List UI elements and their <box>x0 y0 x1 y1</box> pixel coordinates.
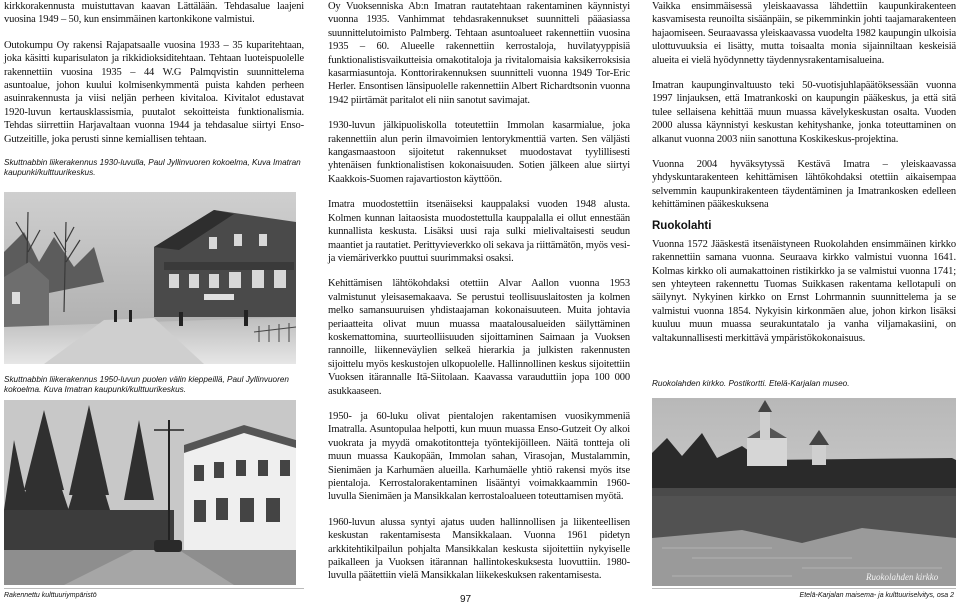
column-right <box>652 0 956 352</box>
paragraph-ruokolahti-church: Vuonna 1572 Jääskestä itsenäistyneen Ruokolahden ensimmäinen kirkko rakennettiin samana vuonna. Seuraava kirkko valmistui vuonna 1641. Kolmas kirkko oli aumakattoinen ristikirkko ja se valmistui vuonna 1741; sen yhteyteen rakennettu Tuomas Suikkasen rakentama kellotapuli on säilynyt. Nykyinen kirkko on Ernst Lohrmannin suunnittelema ja se valmistui vuonna 1854. Nykyisin kirkonmäen alue, johon kirkon lisäksi kuuluu muun muassa seurakuntatalo ja vanha viljamakasiini, on valtakunnallisesti merkittävä ympäristökokonaisuus. <box>652 238 956 344</box>
paragraph-koskikeskus: Imatran kaupunginvaltuusto teki 50-vuotisjuhlapäätöksessään vuonna 1997 linjauksen, että Imatrankoski on kaupungin pääkeskus, ja että sitä tulee sellaisena kehittää muun muassa kävelykeskustan osalta. Vuoden 2000 alussa käynnistyi keskustan kehityshanke, jonka toteuttaminen on alkanut vuonna 2003 niin sanottuna Koskikeskus-projektina. <box>652 80 956 145</box>
footer-right-title: Etelä-Karjalan maisema- ja kulttuuriselvitys, osa 2 <box>799 592 954 599</box>
footer-left-title: Rakennettu kulttuuriympäristö <box>4 592 97 599</box>
footer-rule-right <box>652 588 956 589</box>
paragraph-outokumpu: Outokumpu Oy rakensi Rajapatsaalle vuosina 1933 – 35 kuparitehtaan, joka käsitti kuparisulaton ja rikkidioksiditehtaan. Tehtaan luoteispuolelle rakennettiin vuosina 1935 – 44 W.G Palmqvistin suunnittelema asuntoalue, johon kuului kolmisenkymmentä puista kahden perheen asuinrakennusta ja viisi neljän perheen kivitaloa. Kivitalot edustavat 1920-luvun kertausklassismia, puutalot sekoitteista funktionalismia. Tehdas siirrettiin Harjavaltaan vuonna 1944 ja tehdasalue siirtyi Enso-Gutzeitille, joka perusti sinne kemiallisen tehtaan. <box>4 39 304 145</box>
postcard-handwritten-text: Ruokolahden kirkko <box>866 572 939 582</box>
paragraph-mansikkala: 1960-luvun alussa syntyi ajatus uuden hallinnollisen ja liikenteellisen keskustan rakentamisesta Mansikkalaan. Vuonna 1961 pidetyn arkkitehtikilpailun pohjalta Mansikkalan keskusta sijoitettiin nykyiselle paikalleen ja Vuoksen itärannan hallintokeskuksesta luovuttiin. 1980-luvulla päätettiin vielä Mansikkalan liikekeskuksen rakentamisesta. <box>328 516 630 582</box>
photo-caption-1930s: Skuttnabbin liikerakennus 1930-luvulla, Paul Jyllinvuoren kokoelma, Kuva Imatran kaupunki/kulttuurikeskus. <box>4 158 301 178</box>
column-left <box>4 0 304 178</box>
photo-skuttnabb-1930s <box>4 192 296 364</box>
photo-ruokolahti-church <box>652 398 956 586</box>
paragraph-1950s-housing: 1950- ja 60-luku olivat pientalojen rakentamisen vuosikymmeniä Imatralla. Asuntopulaa helpotti, kun muun muassa Enso-Gutzeit Oy alkoi vuokrata ja myydä omakotitontteja työntekijöilleen. Näitä tontteja oli muun muassa Kaukopään, Immolan sahan, Virasojan, Mustalammin, Sienimäen ja Karhumäen alueilla. Karhumäelle yhtiö rakensi myös itse pientaloja. Kerrostalorakentaminen lisääntyi voimakkaammin 1960-luvulla Sienimäen ja Mansikkalan kerrostaloalueen toteuttamisen myötä. <box>328 410 630 503</box>
paragraph-immola: 1930-luvun jälkipuoliskolla toteutettiin Immolan kasarmialue, joka rakennettiin alun perin ilmavoimien lentorykmenttiä varten. Sen väljästi kangasmaastoon sijoitetut rakennukset muodostavat tyylillisesti yhtenäisen funktionalistisen kokonaisuuden. Sotien jälkeen alue siirtyi Kaakkois-Suomen rajavartioston käyttöön. <box>328 120 630 185</box>
paragraph-aalto-plan: Kehittämisen lähtökohdaksi otettiin Alvar Aallon vuonna 1953 valmistunut yleisasemakaava. Se perustui teollisuuslaitosten ja kolmen melko samansuuruisen yhdistaajaman kokonaisuuteen. Muita johtavia periaatteita olivat muun muassa maatalousalueiden säilyttäminen koskemattomina, suurteolliisuuden sijoittaminen Saimaan ja Vuoksen rannoille, liikenneväylien selkeä hierarkia ja julkisten rakennusten sijoittelu myös keskustojen ulkopuolelle. Hallinnollinen keskus sijoitettiin Vuoksen itärannalle Itä-Siitolaan. Kaavassa varauduttiin jopa 100 000 asukkaaseen. <box>328 278 630 397</box>
section-heading-ruokolahti: Ruokolahti <box>652 219 712 232</box>
page-number: 97 <box>460 594 472 605</box>
column-middle <box>328 0 630 590</box>
photo-caption-church: Ruokolahden kirkko. Postikortti. Etelä-Karjalan museo. <box>652 379 850 388</box>
paragraph-kestava-imatra: Vuonna 2004 hyväksytyssä Kestävä Imatra – yleiskaavassa yhdyskuntarakenteen kehittämisen lähtökohdaksi otettiin aikaisempaa selvemmin kaupunkirakenteen täydentäminen ja Imatrankosken edelleen kehittäminen pääkeskuksena <box>652 159 956 211</box>
photo-caption-1950s: Skuttnabbin liikerakennus 1950-luvun puolen välin kieppeillä, Paul Jyllinvuoren kokoelma. Kuva Imatran kaupunki/kulttuurikeskus. <box>4 375 289 394</box>
footer-rule-left <box>4 588 304 589</box>
paragraph-yleiskaava: Vaikka ensimmäisessä yleiskaavassa lähdettiin kaupunkirakenteen kasvamisesta reunoilta sisäänpäin, se pikemminkin johti taajamarakenteen hajaomiseen. Seuraavassa yleiskaavassa vuodelta 1982 kaupungin ulkoisia ulottuvuuksia ei lisätty, mutta toisaalta monia sijainniltaan keskeisiä alueita ei vielä hyödynnetty täydennysrakentamisalueina. <box>652 1 956 66</box>
paragraph-vuoksenniska: Oy Vuoksenniska Ab:n Imatran rautatehtaan rakentaminen käynnistyi vuonna 1935. Vanhimmat tehdasrakennukset suunnitteli pääasiassa suunnittelutoimisto Palmberg. Tehtaan asuntoalueet rakennettiin vuosina 1935 – 60. Alueelle rakennettiin kerrostaloja, huvilatyyppisiä funktionalistisvaikutteisia omakotitaloja ja rivitalomaisia kaksikerroksisia kasarmiasuntoja. Konttorirakennuksen suunnitteli vuonna 1949 Tor-Eric Herler. Ensontisen länsipuolelle rakennettiin Albert Richardtsonin vuonna 1942 piirtämät paritalot eli niin sanotut savimajat. <box>328 1 630 106</box>
paragraph-kauppala: Imatra muodostettiin itsenäiseksi kauppalaksi vuoden 1948 alusta. Kolmen kunnan laitaosista muodostettulla kauppalalla ei ollut ennestään kunnallista keskusta. Lisäksi uusi raja sulki mielivaltaisesti seudun maantiet ja rautatiet. Perittyvieverkko oli sekava ja riittämätön, myös vesi- ja viemäriverkko puuttui suurimmaksi osaksi. <box>328 199 630 264</box>
paragraph-lattala: kirkkorakennusta muistuttavan kaavan Lättälään. Tehdasalue laajeni vuosina 1949 – 50, kun ensimmäinen kartonkikone valmistui. <box>4 1 304 26</box>
photo-skuttnabb-1950s <box>4 400 296 585</box>
